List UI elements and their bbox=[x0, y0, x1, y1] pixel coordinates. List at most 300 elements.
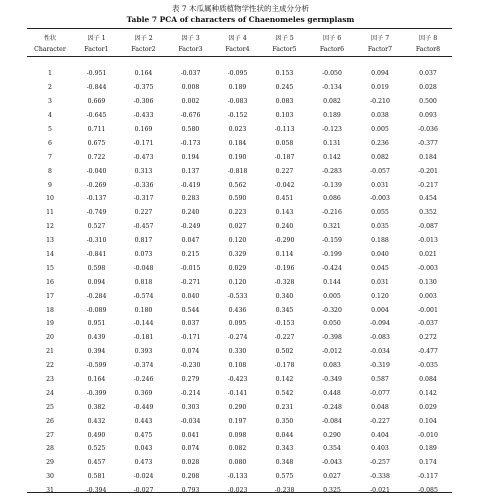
loading-value-cell: -0.210 bbox=[370, 98, 390, 106]
loading-value-cell: 0.722 bbox=[87, 153, 106, 161]
loading-value-cell: 0.290 bbox=[228, 403, 247, 411]
loading-value-cell: -0.173 bbox=[180, 139, 201, 147]
header-factor-en: Factor6 bbox=[319, 45, 345, 53]
loading-value-cell: 0.029 bbox=[228, 264, 247, 272]
loading-value-cell: -0.171 bbox=[133, 139, 154, 147]
loading-value-cell: -0.319 bbox=[370, 362, 390, 370]
loading-value-cell: 0.669 bbox=[87, 98, 106, 106]
character-index-cell: 22 bbox=[46, 362, 54, 370]
loading-value-cell: 0.313 bbox=[134, 167, 153, 175]
loading-value-cell: -0.137 bbox=[86, 195, 107, 203]
loading-value-cell: 0.215 bbox=[181, 251, 200, 259]
loading-value-cell: 0.348 bbox=[275, 459, 294, 467]
loading-value-cell: 0.189 bbox=[323, 112, 341, 120]
loading-value-cell: -0.433 bbox=[133, 112, 154, 120]
loading-value-cell: -0.057 bbox=[370, 167, 390, 175]
loading-value-cell: -0.117 bbox=[418, 473, 438, 481]
loading-value-cell: -0.171 bbox=[180, 334, 201, 342]
loading-value-cell: -0.034 bbox=[370, 348, 390, 356]
loading-value-cell: 0.031 bbox=[371, 278, 389, 286]
loading-value-cell: -0.034 bbox=[180, 417, 201, 425]
loading-value-cell: -0.113 bbox=[274, 126, 295, 133]
loading-value-cell: 0.043 bbox=[134, 445, 153, 453]
loading-value-cell: -0.003 bbox=[418, 264, 438, 272]
loading-value-cell: -0.645 bbox=[86, 112, 107, 120]
header-factor-cn: 因子 2 bbox=[134, 34, 153, 42]
loading-value-cell: -0.257 bbox=[370, 459, 390, 467]
header-factor-en: Factor3 bbox=[178, 45, 203, 53]
loading-value-cell: 0.120 bbox=[228, 237, 247, 245]
loading-value-cell: 0.082 bbox=[371, 153, 389, 161]
loading-value-cell: 0.050 bbox=[323, 320, 341, 328]
loading-value-cell: 0.575 bbox=[275, 473, 294, 481]
loading-value-cell: -0.089 bbox=[86, 306, 107, 314]
table-row bbox=[27, 192, 452, 206]
table-row bbox=[27, 428, 452, 442]
loading-value-cell: 0.403 bbox=[371, 445, 389, 453]
table-row bbox=[27, 345, 452, 359]
loading-value-cell: 0.103 bbox=[275, 112, 294, 120]
loading-value-cell: 0.040 bbox=[181, 292, 200, 300]
loading-value-cell: -0.306 bbox=[133, 98, 154, 106]
loading-value-cell: -0.230 bbox=[180, 362, 201, 370]
table-row bbox=[27, 386, 452, 400]
loading-value-cell: -0.676 bbox=[180, 112, 201, 120]
table-row bbox=[27, 400, 452, 414]
character-index-cell: 5 bbox=[48, 126, 52, 133]
loading-value-cell: 0.131 bbox=[323, 139, 341, 147]
loading-value-cell: -0.951 bbox=[86, 70, 107, 78]
loading-value-cell: 0.544 bbox=[181, 306, 200, 314]
table-row bbox=[27, 136, 452, 150]
loading-value-cell: 0.002 bbox=[181, 98, 200, 106]
table-row bbox=[27, 359, 452, 373]
loading-value-cell: -0.010 bbox=[418, 431, 438, 439]
loading-value-cell: -0.141 bbox=[227, 389, 248, 397]
loading-value-cell: 0.040 bbox=[371, 251, 389, 259]
loading-value-cell: 0.142 bbox=[275, 376, 294, 384]
loading-value-cell: 0.174 bbox=[419, 459, 437, 467]
character-index-cell: 31 bbox=[46, 487, 54, 495]
loading-value-cell: 0.180 bbox=[134, 306, 153, 314]
loading-value-cell: 0.290 bbox=[323, 431, 341, 439]
loading-value-cell: -0.159 bbox=[322, 237, 342, 245]
character-index-cell: 15 bbox=[46, 264, 54, 272]
loading-value-cell: -0.227 bbox=[370, 417, 390, 425]
header-character-en: Character bbox=[34, 45, 66, 53]
loading-value-cell: 0.189 bbox=[419, 445, 437, 453]
top-rule bbox=[27, 28, 452, 29]
loading-value-cell: -0.050 bbox=[322, 70, 342, 78]
loading-value-cell: -0.181 bbox=[133, 334, 154, 342]
table-body bbox=[27, 67, 452, 498]
loading-value-cell: 0.095 bbox=[228, 320, 247, 328]
character-index-cell: 2 bbox=[48, 84, 52, 92]
loading-value-cell: -0.013 bbox=[418, 237, 438, 245]
loading-value-cell: 0.580 bbox=[181, 126, 200, 133]
header-spacer bbox=[27, 55, 452, 67]
loading-value-cell: 0.021 bbox=[419, 251, 437, 259]
loading-value-cell: 0.048 bbox=[371, 403, 389, 411]
header-factor-en: Factor8 bbox=[415, 45, 441, 53]
loading-value-cell: -0.023 bbox=[227, 487, 248, 495]
loading-value-cell: -0.040 bbox=[86, 167, 107, 175]
table-row bbox=[27, 206, 452, 220]
loading-value-cell: -0.024 bbox=[133, 473, 154, 481]
loading-value-cell: -0.087 bbox=[418, 223, 438, 231]
loading-value-cell: 0.330 bbox=[228, 348, 247, 356]
loading-value-cell: 0.581 bbox=[87, 473, 106, 481]
loading-value-cell: -0.419 bbox=[180, 181, 201, 189]
loading-value-cell: -0.196 bbox=[274, 264, 295, 272]
loading-value-cell: 0.008 bbox=[181, 84, 200, 92]
loading-value-cell: 0.029 bbox=[419, 403, 437, 411]
loading-value-cell: -0.152 bbox=[227, 112, 248, 120]
loading-value-cell: 0.184 bbox=[419, 153, 437, 161]
character-index-cell: 8 bbox=[48, 167, 52, 175]
loading-value-cell: -0.095 bbox=[227, 70, 248, 78]
loading-value-cell: 0.098 bbox=[228, 431, 247, 439]
pca-table bbox=[27, 31, 452, 498]
loading-value-cell: 0.272 bbox=[419, 334, 437, 342]
loading-value-cell: -0.271 bbox=[180, 278, 201, 286]
loading-value-cell: -0.227 bbox=[274, 334, 295, 342]
table-row bbox=[27, 470, 452, 484]
header-row-chinese bbox=[27, 31, 452, 43]
loading-value-cell: -0.001 bbox=[418, 306, 438, 314]
loading-value-cell: -0.012 bbox=[322, 348, 342, 356]
character-index-cell: 27 bbox=[46, 431, 54, 439]
loading-value-cell: 0.027 bbox=[323, 473, 341, 481]
loading-value-cell: 0.142 bbox=[323, 153, 341, 161]
loading-value-cell: -0.003 bbox=[370, 195, 390, 203]
loading-value-cell: 0.190 bbox=[228, 153, 247, 161]
character-index-cell: 21 bbox=[46, 348, 54, 356]
loading-value-cell: -0.338 bbox=[370, 473, 390, 481]
loading-value-cell: -0.310 bbox=[86, 237, 107, 245]
loading-value-cell: 0.143 bbox=[275, 209, 294, 217]
loading-value-cell: 0.490 bbox=[87, 431, 106, 439]
loading-value-cell: -0.394 bbox=[86, 487, 107, 495]
loading-value-cell: 0.083 bbox=[275, 98, 294, 106]
loading-value-cell: 0.502 bbox=[275, 348, 294, 356]
character-index-cell: 19 bbox=[46, 320, 54, 328]
loading-value-cell: 0.208 bbox=[181, 473, 200, 481]
loading-value-cell: -0.015 bbox=[180, 264, 201, 272]
loading-value-cell: 0.473 bbox=[134, 459, 153, 467]
loading-value-cell: 0.137 bbox=[181, 167, 200, 175]
loading-value-cell: 0.164 bbox=[87, 376, 106, 384]
table-row bbox=[27, 331, 452, 345]
table-row bbox=[27, 150, 452, 164]
character-index-cell: 4 bbox=[48, 112, 52, 120]
loading-value-cell: 0.711 bbox=[87, 126, 106, 133]
loading-value-cell: 0.354 bbox=[323, 445, 341, 453]
loading-value-cell: -0.844 bbox=[86, 84, 107, 92]
loading-value-cell: -0.021 bbox=[370, 487, 390, 495]
table-row bbox=[27, 317, 452, 331]
table-row bbox=[27, 178, 452, 192]
loading-value-cell: 0.005 bbox=[323, 292, 341, 300]
loading-value-cell: -0.328 bbox=[274, 278, 295, 286]
loading-value-cell: -0.246 bbox=[133, 376, 154, 384]
loading-value-cell: 0.590 bbox=[228, 195, 247, 203]
loading-value-cell: -0.037 bbox=[418, 320, 438, 328]
table-row bbox=[27, 95, 452, 109]
character-index-cell: 26 bbox=[46, 417, 54, 425]
loading-value-cell: 0.120 bbox=[228, 278, 247, 286]
loading-value-cell: 0.325 bbox=[323, 487, 341, 495]
character-index-cell: 18 bbox=[46, 306, 54, 314]
loading-value-cell: 0.448 bbox=[323, 389, 341, 397]
loading-value-cell: 0.023 bbox=[228, 126, 247, 133]
loading-value-cell: 0.369 bbox=[134, 389, 153, 397]
loading-value-cell: 0.345 bbox=[275, 306, 294, 314]
table-row bbox=[27, 373, 452, 387]
loading-value-cell: 0.130 bbox=[419, 278, 437, 286]
table-row bbox=[27, 442, 452, 456]
loading-value-cell: 0.169 bbox=[134, 126, 153, 133]
table-row bbox=[27, 261, 452, 275]
loading-value-cell: 0.236 bbox=[371, 139, 389, 147]
character-index-cell: 6 bbox=[48, 139, 52, 147]
loading-value-cell: -0.290 bbox=[274, 237, 295, 245]
loading-value-cell: -0.477 bbox=[418, 348, 438, 356]
loading-value-cell: -0.249 bbox=[180, 223, 201, 231]
loading-value-cell: 0.144 bbox=[323, 278, 341, 286]
character-index-cell: 7 bbox=[48, 153, 52, 161]
loading-value-cell: 0.080 bbox=[228, 459, 247, 467]
loading-value-cell: 0.227 bbox=[134, 209, 153, 217]
loading-value-cell: 0.340 bbox=[275, 292, 294, 300]
loading-value-cell: 0.120 bbox=[371, 292, 389, 300]
character-index-cell: 12 bbox=[46, 223, 54, 231]
character-index-cell: 20 bbox=[46, 334, 54, 342]
loading-value-cell: -0.349 bbox=[322, 376, 342, 384]
character-index-cell: 1 bbox=[48, 70, 52, 78]
loading-value-cell: 0.104 bbox=[419, 417, 437, 425]
loading-value-cell: -0.083 bbox=[370, 334, 390, 342]
loading-value-cell: 0.194 bbox=[181, 153, 200, 161]
loading-value-cell: 0.197 bbox=[228, 417, 247, 425]
loading-value-cell: 0.028 bbox=[419, 84, 437, 92]
loading-value-cell: -0.336 bbox=[133, 181, 154, 189]
loading-value-cell: -0.139 bbox=[322, 181, 342, 189]
loading-value-cell: 0.457 bbox=[87, 459, 106, 467]
loading-value-cell: 0.108 bbox=[228, 362, 247, 370]
loading-value-cell: 0.793 bbox=[181, 487, 200, 495]
header-factor-en: Factor4 bbox=[225, 45, 250, 53]
character-index-cell: 25 bbox=[46, 403, 54, 411]
loading-value-cell: 0.093 bbox=[419, 112, 437, 120]
loading-value-cell: 0.037 bbox=[419, 70, 437, 78]
loading-value-cell: 0.675 bbox=[87, 139, 106, 147]
table-row bbox=[27, 67, 452, 81]
loading-value-cell: 0.164 bbox=[134, 70, 153, 78]
table-row bbox=[27, 275, 452, 289]
loading-value-cell: -0.457 bbox=[133, 223, 154, 231]
loading-value-cell: 0.525 bbox=[87, 445, 106, 453]
loading-value-cell: 0.598 bbox=[87, 264, 106, 272]
character-index-cell: 9 bbox=[48, 181, 52, 189]
character-index-cell: 13 bbox=[46, 237, 54, 245]
loading-value-cell: 0.443 bbox=[134, 417, 153, 425]
loading-value-cell: 0.240 bbox=[275, 223, 294, 231]
loading-value-cell: -0.042 bbox=[274, 181, 295, 189]
loading-value-cell: 0.404 bbox=[371, 431, 389, 439]
loading-value-cell: 0.184 bbox=[228, 139, 247, 147]
table-row bbox=[27, 456, 452, 470]
loading-value-cell: -0.048 bbox=[133, 264, 154, 272]
loading-value-cell: 0.436 bbox=[228, 306, 247, 314]
loading-value-cell: 0.283 bbox=[181, 195, 200, 203]
loading-value-cell: -0.083 bbox=[227, 98, 248, 106]
loading-value-cell: 0.393 bbox=[134, 348, 153, 356]
header-factor-cn: 因子 7 bbox=[370, 34, 390, 42]
loading-value-cell: 0.082 bbox=[323, 98, 341, 106]
loading-value-cell: 0.542 bbox=[275, 389, 294, 397]
loading-value-cell: -0.449 bbox=[133, 403, 154, 411]
loading-value-cell: -0.153 bbox=[274, 320, 295, 328]
character-index-cell: 10 bbox=[46, 195, 54, 203]
loading-value-cell: 0.004 bbox=[371, 306, 389, 314]
loading-value-cell: -0.284 bbox=[86, 292, 107, 300]
loading-value-cell: 0.019 bbox=[371, 84, 389, 92]
table-row bbox=[27, 303, 452, 317]
character-index-cell: 3 bbox=[48, 98, 52, 106]
loading-value-cell: -0.423 bbox=[227, 376, 248, 384]
loading-value-cell: 0.189 bbox=[228, 84, 247, 92]
loading-value-cell: 0.231 bbox=[275, 403, 294, 411]
character-index-cell: 16 bbox=[46, 278, 54, 286]
table-row bbox=[27, 220, 452, 234]
loading-value-cell: -0.216 bbox=[322, 209, 342, 217]
loading-value-cell: 0.084 bbox=[419, 376, 437, 384]
loading-value-cell: -0.533 bbox=[227, 292, 248, 300]
character-index-cell: 11 bbox=[46, 209, 54, 217]
loading-value-cell: 0.382 bbox=[87, 403, 106, 411]
loading-value-cell: 0.045 bbox=[371, 264, 389, 272]
loading-value-cell: 0.562 bbox=[228, 181, 247, 189]
loading-value-cell: 0.073 bbox=[134, 251, 153, 259]
header-factor-en: Factor5 bbox=[272, 45, 297, 53]
header-factor-cn: 因子 3 bbox=[181, 34, 200, 42]
loading-value-cell: 0.037 bbox=[181, 320, 200, 328]
character-index-cell: 17 bbox=[46, 292, 54, 300]
loading-value-cell: -0.085 bbox=[418, 487, 438, 495]
loading-value-cell: 0.279 bbox=[181, 376, 200, 384]
table-row bbox=[27, 109, 452, 123]
loading-value-cell: -0.248 bbox=[322, 403, 342, 411]
loading-value-cell: -0.238 bbox=[274, 487, 295, 495]
loading-value-cell: -0.214 bbox=[180, 389, 201, 397]
header-factor-cn: 因子 8 bbox=[418, 34, 438, 42]
table-title-chinese: 表 7 木瓜属种质植物学性状的主成分分析 bbox=[171, 4, 310, 13]
loading-value-cell: 0.031 bbox=[371, 181, 389, 189]
loading-value-cell: -0.077 bbox=[370, 389, 390, 397]
header-factor-cn: 因子 4 bbox=[228, 34, 247, 42]
loading-value-cell: 0.044 bbox=[275, 431, 294, 439]
loading-value-cell: -0.084 bbox=[322, 417, 342, 425]
loading-value-cell: 0.227 bbox=[275, 167, 294, 175]
loading-value-cell: -0.134 bbox=[322, 84, 342, 92]
character-index-cell: 29 bbox=[46, 459, 54, 467]
loading-value-cell: -0.178 bbox=[274, 362, 295, 370]
character-index-cell: 28 bbox=[46, 445, 54, 453]
loading-value-cell: 0.329 bbox=[228, 251, 247, 259]
loading-value-cell: 0.475 bbox=[134, 431, 153, 439]
character-index-cell: 30 bbox=[46, 473, 54, 481]
loading-value-cell: -0.133 bbox=[227, 473, 248, 481]
loading-value-cell: -0.320 bbox=[322, 306, 342, 314]
table-row bbox=[27, 81, 452, 95]
header-factor-en: Factor7 bbox=[367, 45, 393, 53]
table-row bbox=[27, 414, 452, 428]
table-row bbox=[27, 164, 452, 178]
loading-value-cell: -0.399 bbox=[86, 389, 107, 397]
loading-value-cell: -0.037 bbox=[180, 70, 201, 78]
loading-value-cell: 0.303 bbox=[181, 403, 200, 411]
header-factor-en: Factor1 bbox=[84, 45, 109, 53]
loading-value-cell: 0.587 bbox=[371, 376, 389, 384]
loading-value-cell: -0.375 bbox=[133, 84, 154, 92]
loading-value-cell: 0.041 bbox=[181, 431, 200, 439]
loading-value-cell: 0.321 bbox=[323, 223, 341, 231]
loading-value-cell: 0.047 bbox=[181, 237, 200, 245]
loading-value-cell: -0.123 bbox=[322, 126, 342, 133]
loading-value-cell: 0.350 bbox=[275, 417, 294, 425]
loading-value-cell: -0.374 bbox=[133, 362, 154, 370]
header-character-cn: 性状 bbox=[43, 34, 57, 42]
loading-value-cell: -0.269 bbox=[86, 181, 107, 189]
loading-value-cell: 0.027 bbox=[228, 223, 247, 231]
loading-value-cell: -0.841 bbox=[86, 251, 107, 259]
header-factor-cn: 因子 6 bbox=[322, 34, 342, 42]
loading-value-cell: 0.082 bbox=[228, 445, 247, 453]
loading-value-cell: 0.083 bbox=[323, 362, 341, 370]
loading-value-cell: -0.424 bbox=[322, 264, 342, 272]
header-factor-en: Factor2 bbox=[131, 45, 156, 53]
table-row bbox=[27, 289, 452, 303]
loading-value-cell: -0.036 bbox=[418, 126, 438, 133]
loading-value-cell: -0.818 bbox=[227, 167, 248, 175]
loading-value-cell: 0.454 bbox=[419, 195, 437, 203]
loading-value-cell: -0.043 bbox=[322, 459, 342, 467]
header-factor-cn: 因子 5 bbox=[275, 34, 294, 42]
loading-value-cell: -0.199 bbox=[322, 251, 342, 259]
loading-value-cell: -0.094 bbox=[370, 320, 390, 328]
loading-value-cell: -0.749 bbox=[86, 209, 107, 217]
loading-value-cell: 0.153 bbox=[275, 70, 294, 78]
table-row bbox=[27, 484, 452, 498]
loading-value-cell: -0.217 bbox=[418, 181, 438, 189]
header-factor-cn: 因子 1 bbox=[87, 34, 106, 42]
loading-value-cell: 0.055 bbox=[371, 209, 389, 217]
loading-value-cell: -0.274 bbox=[227, 334, 248, 342]
loading-value-cell: -0.027 bbox=[133, 487, 154, 495]
loading-value-cell: 0.114 bbox=[275, 251, 294, 259]
table-row bbox=[27, 234, 452, 248]
table-row bbox=[27, 123, 452, 137]
loading-value-cell: 0.038 bbox=[371, 112, 389, 120]
loading-value-cell: -0.473 bbox=[133, 153, 154, 161]
table-row bbox=[27, 248, 452, 262]
loading-value-cell: 0.223 bbox=[228, 209, 247, 217]
loading-value-cell: 0.245 bbox=[275, 84, 294, 92]
loading-value-cell: 0.500 bbox=[419, 98, 437, 106]
loading-value-cell: -0.283 bbox=[322, 167, 342, 175]
loading-value-cell: 0.343 bbox=[275, 445, 294, 453]
